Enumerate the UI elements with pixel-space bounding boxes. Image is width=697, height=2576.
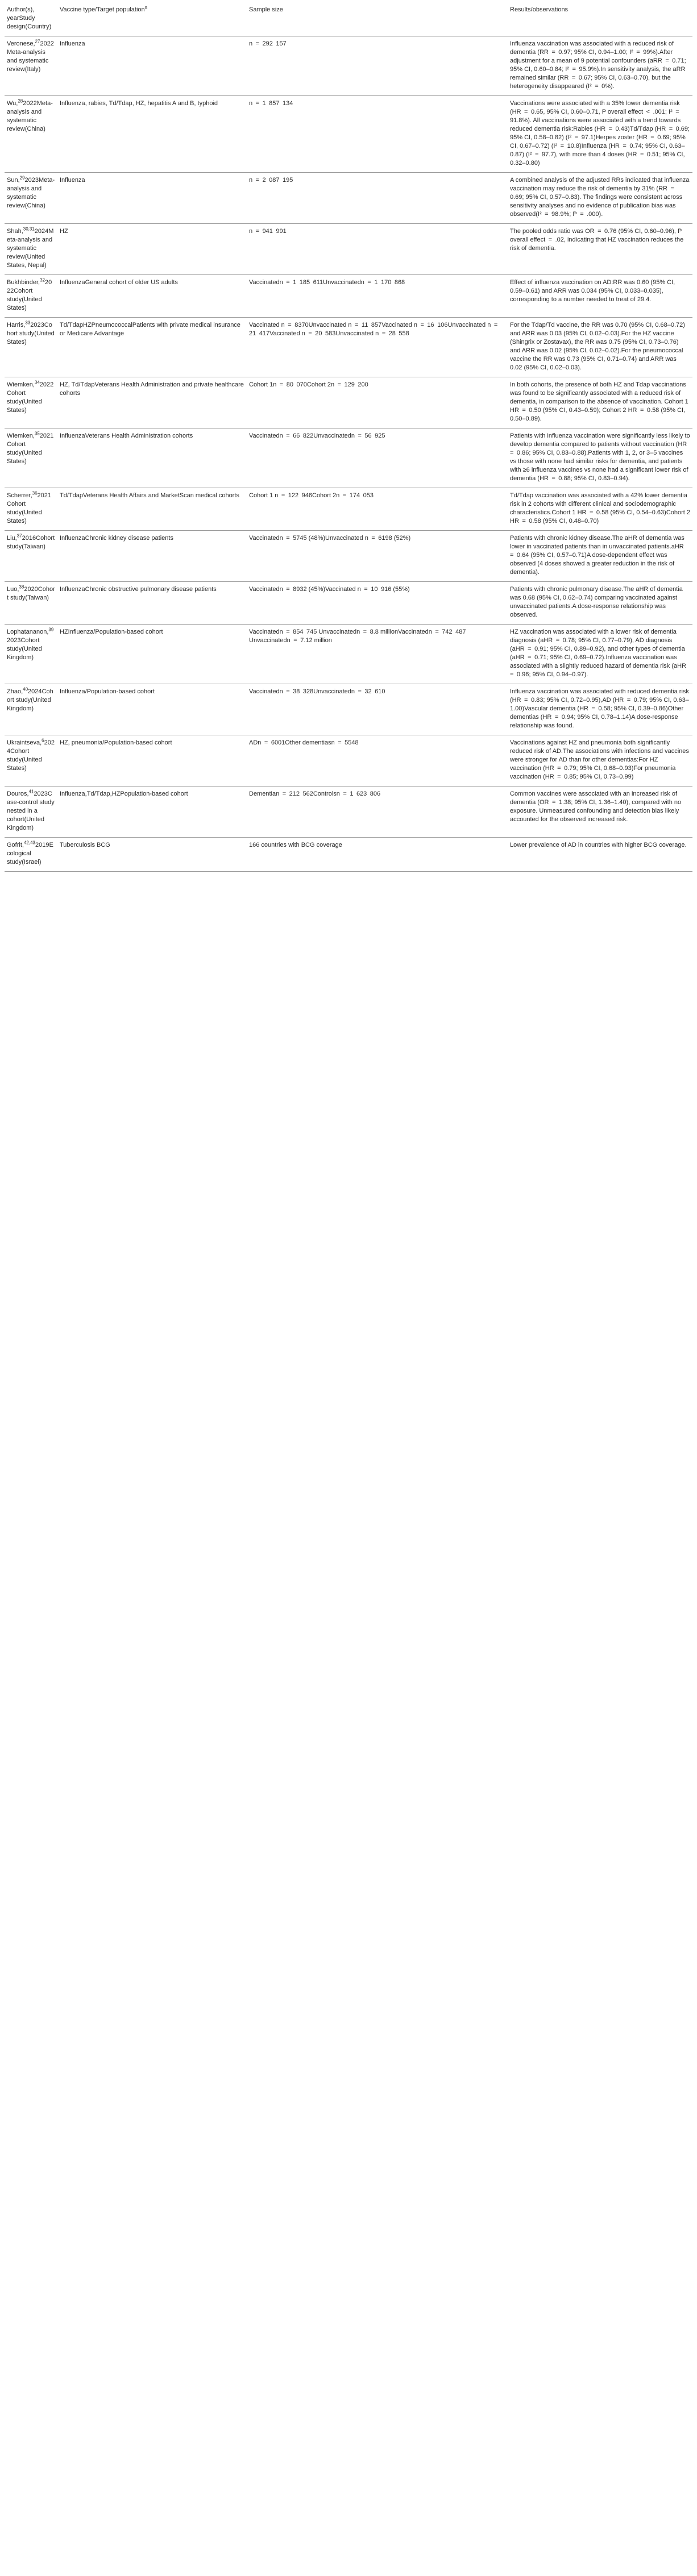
author-name: Scherrer, [7, 492, 32, 499]
table-row [5, 377, 692, 428]
author-reference: 37 [16, 533, 22, 539]
cell-results: Vaccinations against HZ and pneumonia both significantly reduced risk of AD.The associations with infections and vaccines were stronger for AD than for other dementias:For HZ vaccination (HR = 0.79; 95% CI, 0.68–0.93)For pneumonia vaccination (HR = 0.85; 95% CI, 0.73–0.99) [508, 735, 692, 786]
table-row [5, 786, 692, 838]
author-name: Harris, [7, 322, 26, 328]
table-row [5, 838, 692, 872]
cell-sample: n = 941 991 [247, 224, 508, 275]
cell-sample: n = 2 087 195 [247, 173, 508, 224]
author-design: 2024Cohort study(United Kingdom) [7, 688, 53, 712]
author-reference: 6 [42, 738, 44, 743]
author-design: 2022Cohort study(United States) [7, 381, 54, 414]
author-design: 2019Ecological study(Israel) [7, 842, 53, 865]
author-name: Veronese, [7, 40, 35, 47]
author-reference: 32 [40, 277, 45, 283]
cell-results: Td/Tdap vaccination was associated with a 42% lower dementia risk in 2 cohorts with different clinical and sociodemographic characteristics.Cohort 1 HR = 0.58 (95% CI, 0.54–0.63)Cohort 2 HR = 0.58 (95% CI, 0.48–0.70) [508, 488, 692, 531]
header-author-label: Author(s), yearStudy design(Country) [7, 6, 52, 30]
cell-sample: Vaccinatedn = 66 822Unvaccinatedn = 56 925 [247, 428, 508, 488]
cell-sample: Cohort 1n = 80 070Cohort 2n = 129 200 [247, 377, 508, 428]
cell-vaccine: Td/TdapVeterans Health Affairs and MarketScan medical cohorts [57, 488, 247, 531]
cell-sample: Vaccinatedn = 8932 (45%)Vaccinated n = 10 916 (55%) [247, 582, 508, 625]
table-row [5, 735, 692, 786]
table-row [5, 36, 692, 96]
author-reference: 33 [25, 320, 31, 326]
author-name: Shah, [7, 228, 23, 235]
author-reference: 35 [34, 431, 40, 436]
cell-vaccine: InfluenzaChronic kidney disease patients [57, 531, 247, 582]
cell-results: Vaccinations were associated with a 35% lower dementia risk (HR = 0.65, 95% CI, 0.60–0.71, P overall effect < .001; I² = 91.8%). All vaccinations were associated with a trend towards reduced dementia risk:Rabies (HR = 0.43)Td/Tdap (HR = 0.69; 95% CI, 0.58–0.82) (I² = 97.1)Herpes zoster (HR = 0.69; 95% CI, 0.67–0.72) (I² = 10.8)Influenza (HR = 0.74; 95% CI, 0.63–0.87) (I² = 97.7), with more than 4 doses (HR = 0.51; 95% CI, 0.32–0.80) [508, 96, 692, 173]
cell-vaccine: Tuberculosis BCG [57, 838, 247, 872]
author-reference: 30,31 [23, 226, 35, 232]
cell-results: Effect of influenza vaccination on AD:RR was 0.60 (95% CI, 0.59–0.61) and ARR was 0.034 (95% CI, 0.033–0.035), corresponding to a number needed to treat of 29.4. [508, 275, 692, 318]
cell-author [5, 377, 57, 428]
cell-author [5, 428, 57, 488]
header-vaccine [57, 5, 247, 36]
cell-results: For the Tdap/Td vaccine, the RR was 0.70 (95% CI, 0.68–0.72) and ARR was 0.03 (95% CI, 0.02–0.03).For the HZ vaccine (Shingrix or Zostavax), the RR was 0.75 (95% CI, 0.73–0.76) and ARR was 0.02 (95% CI, 0.02–0.02).For the pneumococcal vaccine the RR was 0.73 (95% CI, 0.71–0.74) and ARR was 0.02 (95% CI, 0.02–0.03). [508, 318, 692, 377]
author-name: Lophatananon, [7, 629, 49, 635]
table-row [5, 275, 692, 318]
author-design: 2023Meta-analysis and systematic review(China) [7, 177, 55, 209]
cell-author [5, 36, 57, 96]
cell-vaccine: Influenza/Population-based cohort [57, 684, 247, 735]
table-row [5, 224, 692, 275]
cell-vaccine: HZ, Td/TdapVeterans Health Administration and private healthcare cohorts [57, 377, 247, 428]
author-design: 2024Meta-analysis and systematic review(United States, Nepal) [7, 228, 54, 269]
author-reference: 34 [34, 380, 40, 385]
cell-sample: n = 1 857 134 [247, 96, 508, 173]
cell-results: Influenza vaccination was associated with a reduced risk of dementia (RR = 0.97; 95% CI, 0.94–1.00; I² = 99%).After adjustment for a mean of 9 potential confounders (aRR = 0.71; 95% CI, 0.60–0.84; I² = 95.9%).In sensitivity analysis, the aRR remained similar (RR = 0.67; 95% CI, 0.63–0.70), but the heterogeneity disappeared (I² = 0%). [508, 36, 692, 96]
vaccine-dementia-table [5, 5, 692, 872]
author-reference: 38 [19, 584, 24, 590]
cell-sample: Dementian = 212 562Controlsn = 1 623 806 [247, 786, 508, 838]
cell-author [5, 96, 57, 173]
author-design: 2023Case-control study nested in a cohort(United Kingdom) [7, 790, 55, 831]
author-design: 2020Cohort study(Taiwan) [7, 586, 55, 601]
cell-vaccine: HZ [57, 224, 247, 275]
cell-results: Patients with chronic pulmonary disease.The aHR of dementia was 0.68 (95% CI, 0.62–0.74) comparing vaccinated against unvaccinated patients.A dose-response relationship was observed. [508, 582, 692, 625]
header-author [5, 5, 57, 36]
cell-sample: Vaccinated n = 8370Unvaccinated n = 11 857Vaccinated n = 16 106Unvaccinated n = 21 417Vaccinated n = 20 583Unvaccinated n = 28 558 [247, 318, 508, 377]
cell-sample: ADn = 6001Other dementiasn = 5548 [247, 735, 508, 786]
cell-results: Patients with chronic kidney disease.The aHR of dementia was lower in vaccinated patients than in unvaccinated patients.aHR = 0.64 (95% CI, 0.57–0.71)A dose-dependent effect was observed (4 doses showed a greater reduction in the risk of dementia). [508, 531, 692, 582]
author-reference: 41 [28, 789, 34, 794]
table-row [5, 625, 692, 684]
author-name: Wu, [7, 100, 18, 107]
cell-results: A combined analysis of the adjusted RRs indicated that influenza vaccination may reduce the risk of dementia by 31% (RR = 0.69; 95% CI, 0.57–0.83). The findings were consistent across sensitivity analyses and no evidence of publication bias was observed(I² = 98.9%; P = .000). [508, 173, 692, 224]
cell-vaccine: HZInfluenza/Population-based cohort [57, 625, 247, 684]
cell-vaccine: InfluenzaChronic obstructive pulmonary disease patients [57, 582, 247, 625]
author-name: Luo, [7, 586, 19, 593]
cell-results: Common vaccines were associated with an increased risk of dementia (OR = 1.38; 95% CI, 1.36–1.40), compared with no exposure. Unmeasured confounding and detection bias likely accounted for the observed increased risk. [508, 786, 692, 838]
cell-vaccine: InfluenzaVeterans Health Administration cohorts [57, 428, 247, 488]
cell-sample: 166 countries with BCG coverage [247, 838, 508, 872]
table-row [5, 318, 692, 377]
header-vaccine-footnote: a [144, 5, 148, 10]
author-design: 2021Cohort study(United States) [7, 492, 52, 525]
author-name: Zhao, [7, 688, 23, 695]
cell-author [5, 275, 57, 318]
cell-sample: Cohort 1 n = 122 946Cohort 2n = 174 053 [247, 488, 508, 531]
author-design: 2016Cohort study(Taiwan) [7, 535, 55, 550]
author-name: Douros, [7, 790, 29, 797]
author-reference: 42,43 [23, 840, 35, 846]
cell-author [5, 735, 57, 786]
author-reference: 27 [35, 39, 40, 44]
table-body [5, 36, 692, 872]
author-reference: 40 [23, 686, 28, 692]
cell-results: In both cohorts, the presence of both HZ and Tdap vaccinations was found to be significantly associated with a reduced risk of dementia, in comparison to the absence of vaccination. Cohort 1 HR = 0.50 (95% CI, 0.43–0.59); Cohort 2 HR = 0.58 (95% CI, 0.50–0.89). [508, 377, 692, 428]
cell-author [5, 838, 57, 872]
cell-vaccine: InfluenzaGeneral cohort of older US adults [57, 275, 247, 318]
cell-results: HZ vaccination was associated with a lower risk of dementia diagnosis (aHR = 0.78; 95% CI, 0.77–0.79), AD diagnosis (aHR = 0.91; 95% CI, 0.89–0.92), and other types of dementia (aHR = 0.71; 95% CI, 0.69–0.72).Influenza vaccination was associated with a slightly reduced hazard of dementia risk (aHR = 0.96; 95% CI, 0.94–0.97). [508, 625, 692, 684]
cell-results: The pooled odds ratio was OR = 0.76 (95% CI, 0.60–0.96), P overall effect = .02, indicating that HZ vaccination reduces the risk of dementia. [508, 224, 692, 275]
author-design: 2022Meta-analysis and systematic review(Italy) [7, 40, 54, 73]
cell-author [5, 488, 57, 531]
cell-author [5, 582, 57, 625]
cell-sample: Vaccinatedn = 5745 (48%)Unvaccinated n = 6198 (52%) [247, 531, 508, 582]
author-reference: 39 [48, 627, 54, 632]
author-name: Liu, [7, 535, 17, 542]
table-row [5, 96, 692, 173]
cell-vaccine: Influenza [57, 36, 247, 96]
author-name: Sun, [7, 177, 20, 184]
table-row [5, 488, 692, 531]
cell-vaccine: Influenza,Td/Tdap,HZPopulation-based cohort [57, 786, 247, 838]
cell-sample: Vaccinatedn = 38 328Unvaccinatedn = 32 610 [247, 684, 508, 735]
table-header-row [5, 5, 692, 36]
author-reference: 28 [18, 98, 23, 104]
author-name: Gofrit, [7, 842, 24, 848]
cell-sample: n = 292 157 [247, 36, 508, 96]
header-sample-label: Sample size [249, 6, 283, 13]
author-design: 2023Cohort study(United Kingdom) [7, 637, 42, 661]
header-results-label: Results/observations [510, 6, 569, 13]
author-design: 2022Meta-analysis and systematic review(China) [7, 100, 53, 132]
cell-results: Influenza vaccination was associated with reduced dementia risk (HR = 0.83; 95% CI, 0.72–0.95),AD (HR = 0.79; 95% CI, 0.63–1.00)Vascular dementia (HR = 0.58; 95% CI, 0.39–0.86)Other dementias (HR = 0.94; 95% CI, 0.78–1.14)A dose-response relationship was found. [508, 684, 692, 735]
author-design: 2022Cohort study(United States) [7, 279, 52, 311]
author-name: Wiemken, [7, 381, 35, 388]
author-name: Bukhbinder, [7, 279, 40, 286]
cell-vaccine: HZ, pneumonia/Population-based cohort [57, 735, 247, 786]
table-row [5, 582, 692, 625]
author-name: Wiemken, [7, 432, 35, 439]
cell-author [5, 786, 57, 838]
cell-author [5, 224, 57, 275]
header-sample [247, 5, 508, 36]
table-row [5, 684, 692, 735]
cell-sample: Vaccinatedn = 1 185 611Unvaccinatedn = 1 170 868 [247, 275, 508, 318]
header-vaccine-label: Vaccine type/Target population [60, 6, 145, 13]
cell-author [5, 173, 57, 224]
author-design: 2021Cohort study(United States) [7, 432, 54, 465]
cell-vaccine: Influenza, rabies, Td/Tdap, HZ, hepatitis A and B, typhoid [57, 96, 247, 173]
cell-author [5, 684, 57, 735]
cell-vaccine: Td/TdapHZPneumococcalPatients with private medical insurance or Medicare Advantage [57, 318, 247, 377]
cell-results: Lower prevalence of AD in countries with higher BCG coverage. [508, 838, 692, 872]
table-row [5, 531, 692, 582]
header-results [508, 5, 692, 36]
author-design: 2024Cohort study(United States) [7, 739, 55, 772]
cell-results: Patients with influenza vaccination were significantly less likely to develop dementia compared to patients without vaccination (HR = 0.86; 95% CI, 0.83–0.88).Patients with 1, 2, or 3–5 vaccines vs those with none had similar risks for dementia, and patients with ≥6 influenza vaccines vs none had a significant lower risk of dementia (HR = 0.88; 95% CI, 0.83–0.94). [508, 428, 692, 488]
table-row [5, 173, 692, 224]
cell-vaccine: Influenza [57, 173, 247, 224]
author-reference: 36 [32, 490, 38, 496]
author-reference: 29 [19, 175, 25, 181]
author-name: Ukraintseva, [7, 739, 42, 746]
author-design: 2023Cohort study(United States) [7, 322, 55, 346]
cell-author [5, 625, 57, 684]
cell-author [5, 318, 57, 377]
table-row [5, 428, 692, 488]
cell-author [5, 531, 57, 582]
cell-sample: Vaccinatedn = 854 745 Unvaccinatedn = 8.8 millionVaccinatedn = 742 487 Unvaccinatedn = 7.12 million [247, 625, 508, 684]
